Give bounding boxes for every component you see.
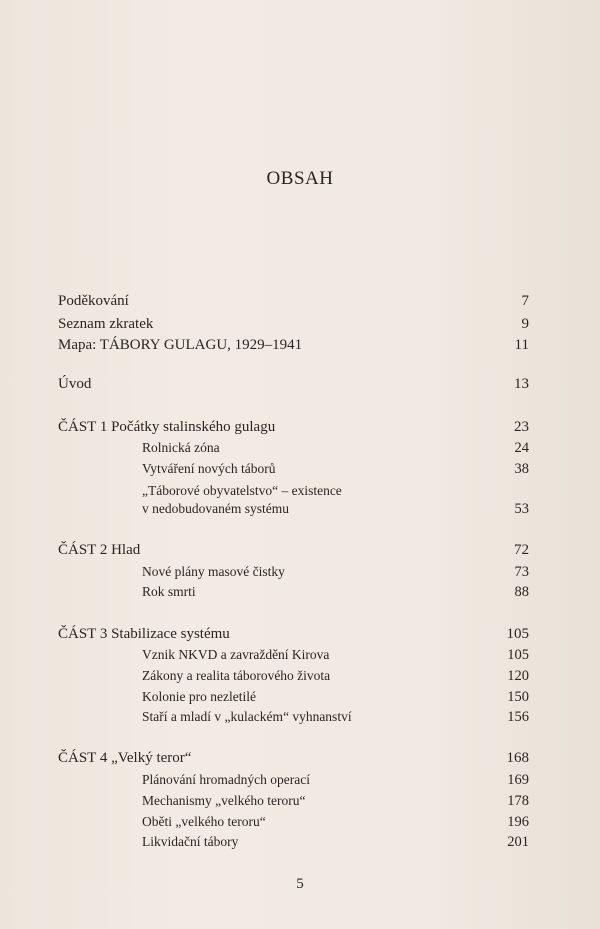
toc-entry-page: 168 [506, 750, 529, 766]
toc-entry-title: Zákony a realita táborového života [142, 668, 331, 683]
toc-entry-page: 120 [507, 668, 529, 684]
toc-entry-title: Staří a mladí v „kulackém“ vyhnanství [142, 709, 352, 724]
toc-entry-title: Úvod [58, 376, 92, 392]
toc-entry-page: 105 [506, 626, 529, 642]
toc-entry-page: 24 [514, 440, 529, 456]
toc-entry-title: ČÁST 1 Počátky stalinského gulagu [58, 419, 276, 435]
toc-entry [0, 686, 600, 708]
toc-entry-title: ČÁST 3 Stabilizace systému [58, 626, 230, 642]
toc-entry [0, 416, 600, 438]
page-title: OBSAH [266, 168, 334, 189]
toc-entry [0, 831, 600, 853]
toc-entry-title: Likvidační tábory [142, 834, 239, 849]
toc-entry-title: „Táborové obyvatelstvo“ – existence [142, 483, 342, 498]
toc-entry [0, 769, 600, 791]
toc-entry-page: 156 [507, 709, 529, 725]
toc-entry-title: Nové plány masové čistky [142, 564, 285, 579]
toc-entry-title: Seznam zkratek [58, 316, 154, 332]
toc-entry-page: 201 [507, 834, 529, 850]
toc-entry-title: Mechanismy „velkého teroru“ [142, 793, 306, 808]
toc-entry-page: 196 [507, 814, 529, 830]
toc-entry [0, 561, 600, 583]
toc-entry [0, 747, 600, 769]
toc-entry-title: Plánování hromadných operací [142, 772, 310, 787]
toc-entry-title: Vznik NKVD a zavraždění Kirova [142, 647, 330, 662]
toc-entry [0, 811, 600, 833]
toc-entry-page: 23 [514, 419, 529, 435]
toc-entry [0, 644, 600, 666]
toc-entry [0, 665, 600, 687]
toc-entry [0, 498, 600, 520]
toc-entry [0, 581, 600, 603]
toc-entry-page: 13 [514, 376, 529, 392]
toc-entry-page: 7 [521, 293, 529, 309]
toc-entry-page: 150 [507, 689, 529, 705]
toc-entry-page: 72 [514, 542, 529, 558]
toc-entry-title: Poděkování [58, 293, 129, 309]
toc-entry-title: Oběti „velkého teroru“ [142, 814, 266, 829]
toc-entry-page: 53 [514, 501, 529, 517]
toc-entry-page: 105 [507, 647, 529, 663]
toc-entry [0, 790, 600, 812]
toc-entry [0, 313, 600, 335]
toc-entry-title: Mapa: TÁBORY GULAGU, 1929–1941 [58, 337, 303, 353]
toc-entry-page: 9 [521, 316, 529, 332]
toc-entry-title: v nedobudovaném systému [142, 501, 289, 516]
toc-entry [0, 290, 600, 312]
toc-entry-title: Rolnická zóna [142, 440, 220, 455]
toc-entry-page: 169 [507, 772, 529, 788]
toc-entry-title: ČÁST 4 „Velký teror“ [58, 750, 192, 766]
toc-entry [0, 458, 600, 480]
toc-entry-title: Rok smrti [142, 584, 196, 599]
toc-entry-page: 88 [514, 584, 529, 600]
toc-entry-page: 178 [507, 793, 529, 809]
toc-entry-title: Vytváření nových táborů [142, 461, 276, 476]
toc-entry [0, 334, 600, 356]
toc-entry-title: Kolonie pro nezletilé [142, 689, 256, 704]
toc-entry [0, 437, 600, 459]
toc-entry [0, 373, 600, 395]
toc-entry [0, 539, 600, 561]
toc-entry-title: ČÁST 2 Hlad [58, 542, 141, 558]
toc-entry-page: 73 [514, 564, 529, 580]
page-number: 5 [296, 876, 304, 892]
toc-entry [0, 623, 600, 645]
toc-entry [0, 706, 600, 728]
toc-entry-page: 38 [514, 461, 529, 477]
toc-entry-page: 11 [514, 337, 529, 353]
